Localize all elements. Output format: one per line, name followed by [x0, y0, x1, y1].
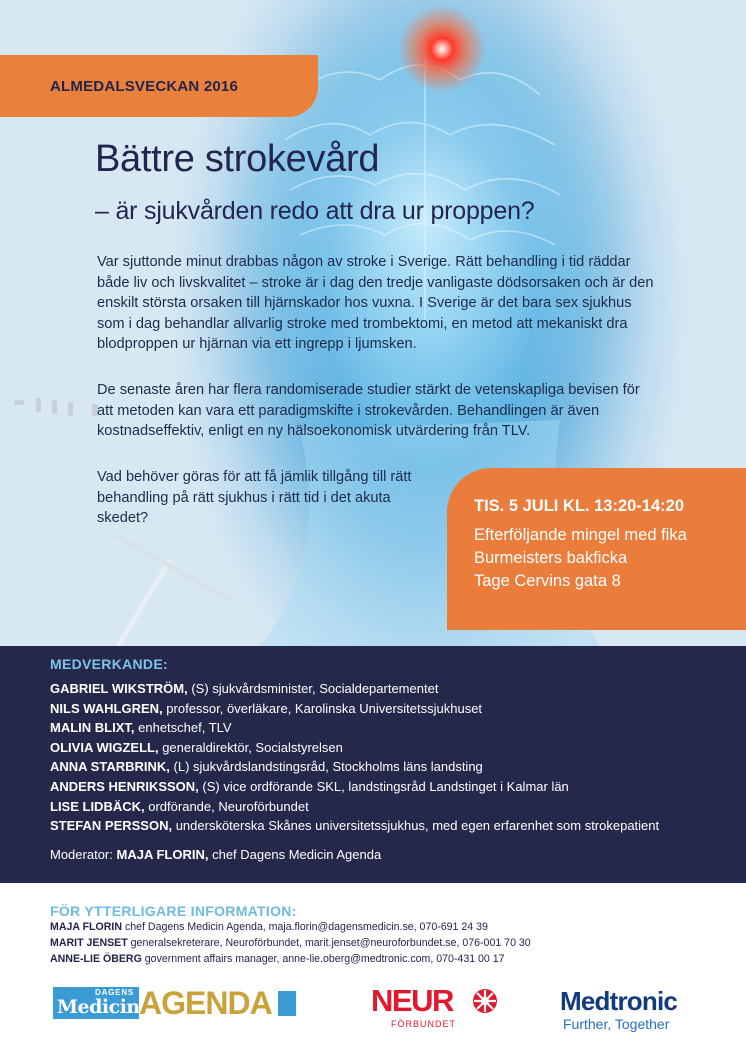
contact-details: chef Dagens Medicin Agenda, maja.florin@dagensmedicin.se, 070-691 24 39: [124, 921, 488, 933]
neuro-star-icon: [471, 986, 499, 1016]
moderator-name: MAJA FLORIN,: [116, 847, 209, 862]
moderator-role: chef Dagens Medicin Agenda: [212, 847, 382, 862]
neuro-logo-name: NEUR: [371, 983, 453, 1018]
page-subtitle: – är sjukvården redo att dra ur proppen?: [95, 197, 535, 225]
event-address: Tage Cervins gata 8: [474, 572, 621, 590]
clock-ticks: [14, 398, 98, 416]
participant-name: STEFAN PERSSON,: [50, 818, 173, 834]
participant-name: MALIN BLIXT,: [50, 720, 135, 736]
participant-name: GABRIEL WIKSTRÖM,: [50, 681, 188, 696]
contact-item: [50, 951, 531, 967]
participant-item: [50, 718, 659, 738]
medtronic-tagline: Further, Together: [563, 1016, 670, 1032]
medtronic-logo: Medtronic: [560, 986, 678, 1016]
dm-logo-agenda: AGENDA: [139, 985, 272, 1021]
contact-heading: FÖR YTTERLIGARE INFORMATION:: [50, 903, 297, 919]
contact-details: generalsekreterare, Neuroförbundet, marit.jenset@neuroforbundet.se, 076-001 70 30: [130, 937, 531, 949]
participant-role: ordförande, Neuroförbundet: [148, 798, 309, 814]
participant-name: OLIVIA WIGZELL,: [50, 739, 159, 755]
clock-hand: [118, 560, 170, 646]
moderator-label: Moderator:: [50, 847, 113, 862]
moderator-line: [50, 847, 381, 862]
participant-item: [50, 777, 659, 797]
contact-list: [50, 919, 531, 967]
contact-name: MAJA FLORIN: [50, 921, 122, 933]
event-datetime: TIS. 5 JULI KL. 13:20-14:20: [474, 497, 684, 515]
evidence-paragraph: De senaste åren har flera randomiserade studier stärkt de vetenskapliga bevisen för att metoden kan vara ett paradigmskifte i strokevården. Behandlingen är även kostnadseffektiv, enligt en ny hälsoekonomisk utvärdering från TLV.: [97, 382, 640, 439]
contact-item: [50, 919, 531, 935]
contact-name: ANNE-LIE ÖBERG: [50, 953, 142, 965]
event-tag: ALMEDALSVECKAN 2016: [50, 78, 239, 95]
contact-name: MARIT JENSET: [50, 937, 128, 949]
dm-logo-bar: [278, 991, 296, 1016]
contact-item: [50, 935, 531, 951]
participant-name: LISE LIDBÄCK,: [50, 798, 145, 814]
participant-role: undersköterska Skånes universitetssjukhus, med egen erfarenhet som strokepatient: [175, 818, 660, 834]
page-title: Bättre strokevård: [95, 138, 380, 180]
stroke-glow: [398, 5, 486, 93]
participant-name: ANDERS HENRIKSSON,: [50, 778, 199, 794]
clock-hand: [115, 535, 230, 600]
participant-item: [50, 816, 659, 836]
participant-item: [50, 797, 659, 817]
event-mingle: Efterföljande mingel med fika: [474, 526, 687, 544]
participant-item: [50, 699, 659, 719]
event-venue: Burmeisters bakficka: [474, 549, 628, 567]
question-paragraph: Vad behöver göras för att få jämlik tillgång till rätt behandling på rätt sjukhus i rätt tid i det akuta skedet?: [97, 469, 412, 526]
neuroforbundet-logo: [371, 984, 501, 1032]
participant-role: (S) sjukvårdsminister, Socialdepartementet: [191, 681, 439, 696]
participant-role: enhetschef, TLV: [138, 720, 232, 736]
dagens-medicin-agenda-logo: [53, 986, 299, 1020]
dm-logo-small: DAGENS: [95, 988, 135, 997]
participant-role: professor, överläkare, Karolinska Universitetssjukhuset: [166, 700, 483, 716]
participant-item: [50, 738, 659, 758]
participant-role: (L) sjukvårdslandstingsråd, Stockholms läns landsting: [173, 759, 483, 775]
participants-list: [50, 679, 659, 836]
participant-item: [50, 757, 659, 777]
dm-logo-medicin: Medicin: [57, 996, 140, 1018]
participant-name: ANNA STARBRINK,: [50, 759, 170, 775]
participant-role: (S) vice ordförande SKL, landstingsråd Landstinget i Kalmar län: [202, 778, 569, 794]
participant-role: generaldirektör, Socialstyrelsen: [162, 739, 343, 755]
participant-item: [50, 679, 659, 699]
intro-paragraph: Var sjuttonde minut drabbas någon av stroke i Sverige. Rätt behandling i tid räddar både liv och livskvalitet – stroke är i dag den tredje vanligaste dödsorsaken och är den enskilt största orsaken till hjärnskador hos vuxna. I Sverige är det bara sex sjukhus som i dag behandlar allvarlig stroke med trombektomi, en metod att mekaniskt dra blodproppen ur hjärnan via ett ingrepp i ljumsken.: [97, 254, 654, 352]
contact-details: government affairs manager, anne-lie.oberg@medtronic.com, 070-431 00 17: [144, 953, 505, 965]
participant-name: NILS WAHLGREN,: [50, 700, 163, 716]
neuro-logo-sub: FÖRBUNDET: [391, 1019, 456, 1029]
participants-heading: MEDVERKANDE:: [50, 656, 168, 672]
